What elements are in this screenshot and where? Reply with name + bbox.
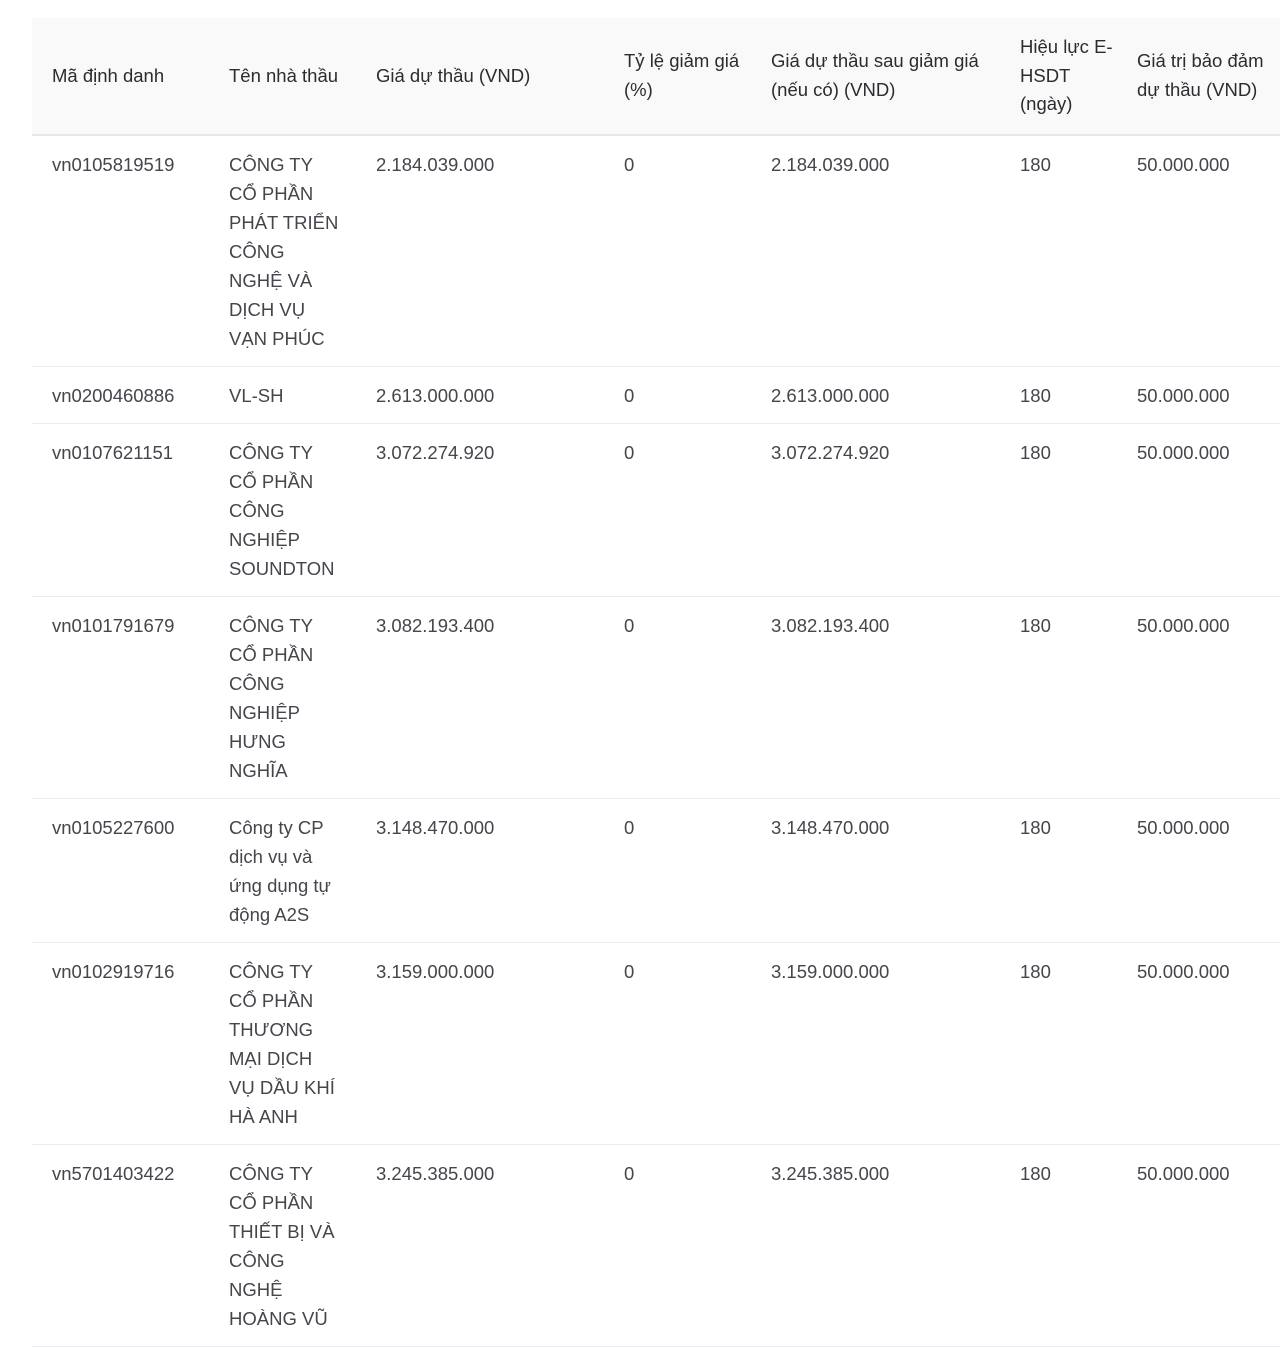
cell-bidder-name: CÔNG TY CỔ PHẦN CÔNG NGHIỆP SOUNDTON — [209, 423, 356, 596]
cell-discount-rate: 0 — [604, 135, 751, 367]
cell-bid-security: 50.000.000 — [1117, 423, 1280, 596]
cell-bidder-name: Công ty CP dịch vụ và ứng dụng tự động A2S — [209, 798, 356, 942]
table-row — [32, 366, 1280, 423]
cell-discounted-price: 3.082.193.400 — [751, 596, 1000, 798]
bid-results-table — [32, 18, 1280, 1347]
cell-discounted-price: 2.613.000.000 — [751, 366, 1000, 423]
cell-discounted-price: 3.159.000.000 — [751, 942, 1000, 1144]
cell-validity-days: 180 — [1000, 942, 1117, 1144]
table-body — [32, 135, 1280, 1347]
header-bidder-id: Mã định danh — [32, 18, 209, 135]
cell-bidder-id: vn0107621151 — [32, 423, 209, 596]
cell-discounted-price: 3.148.470.000 — [751, 798, 1000, 942]
cell-discounted-price: 2.184.039.000 — [751, 135, 1000, 367]
cell-validity-days: 180 — [1000, 596, 1117, 798]
cell-discount-rate: 0 — [604, 596, 751, 798]
table-header — [32, 18, 1280, 135]
cell-discount-rate: 0 — [604, 366, 751, 423]
cell-bid-price: 2.184.039.000 — [356, 135, 604, 367]
cell-bid-security: 50.000.000 — [1117, 135, 1280, 367]
cell-bid-price: 3.072.274.920 — [356, 423, 604, 596]
cell-bidder-id: vn0102919716 — [32, 942, 209, 1144]
cell-validity-days: 180 — [1000, 798, 1117, 942]
cell-bid-security: 50.000.000 — [1117, 596, 1280, 798]
cell-bid-price: 3.159.000.000 — [356, 942, 604, 1144]
cell-bidder-name: CÔNG TY CỔ PHẦN THIẾT BỊ VÀ CÔNG NGHỆ HOÀNG VŨ — [209, 1144, 356, 1346]
cell-bidder-id: vn0105819519 — [32, 135, 209, 367]
cell-bid-security: 50.000.000 — [1117, 798, 1280, 942]
bid-results-table-container — [32, 18, 1280, 1347]
cell-validity-days: 180 — [1000, 366, 1117, 423]
table-row — [32, 596, 1280, 798]
table-row — [32, 942, 1280, 1144]
header-bid-price: Giá dự thầu (VND) — [356, 18, 604, 135]
cell-discount-rate: 0 — [604, 1144, 751, 1346]
cell-discount-rate: 0 — [604, 942, 751, 1144]
cell-bidder-id: vn0101791679 — [32, 596, 209, 798]
cell-discount-rate: 0 — [604, 798, 751, 942]
cell-bid-price: 3.148.470.000 — [356, 798, 604, 942]
cell-discounted-price: 3.072.274.920 — [751, 423, 1000, 596]
table-row — [32, 1144, 1280, 1346]
header-validity-days: Hiệu lực E-HSDT (ngày) — [1000, 18, 1117, 135]
header-row — [32, 18, 1280, 135]
cell-discount-rate: 0 — [604, 423, 751, 596]
cell-discounted-price: 3.245.385.000 — [751, 1144, 1000, 1346]
cell-bidder-id: vn0200460886 — [32, 366, 209, 423]
header-discount-rate: Tỷ lệ giảm giá (%) — [604, 18, 751, 135]
cell-bid-security: 50.000.000 — [1117, 942, 1280, 1144]
cell-bid-price: 2.613.000.000 — [356, 366, 604, 423]
header-bid-security: Giá trị bảo đảm dự thầu (VND) — [1117, 18, 1280, 135]
cell-bid-security: 50.000.000 — [1117, 366, 1280, 423]
cell-bidder-name: CÔNG TY CỔ PHẦN THƯƠNG MẠI DỊCH VỤ DẦU KHÍ HÀ ANH — [209, 942, 356, 1144]
header-discounted-price: Giá dự thầu sau giảm giá (nếu có) (VND) — [751, 18, 1000, 135]
cell-validity-days: 180 — [1000, 1144, 1117, 1346]
cell-bid-security: 50.000.000 — [1117, 1144, 1280, 1346]
table-row — [32, 135, 1280, 367]
cell-bidder-name: CÔNG TY CỔ PHẦN CÔNG NGHIỆP HƯNG NGHĨA — [209, 596, 356, 798]
cell-bidder-id: vn5701403422 — [32, 1144, 209, 1346]
header-bidder-name: Tên nhà thầu — [209, 18, 356, 135]
cell-bidder-name: CÔNG TY CỔ PHẦN PHÁT TRIỂN CÔNG NGHỆ VÀ DỊCH VỤ VẠN PHÚC — [209, 135, 356, 367]
cell-validity-days: 180 — [1000, 423, 1117, 596]
cell-bid-price: 3.245.385.000 — [356, 1144, 604, 1346]
cell-bidder-name: VL-SH — [209, 366, 356, 423]
cell-bid-price: 3.082.193.400 — [356, 596, 604, 798]
cell-validity-days: 180 — [1000, 135, 1117, 367]
table-row — [32, 423, 1280, 596]
cell-bidder-id: vn0105227600 — [32, 798, 209, 942]
table-row — [32, 798, 1280, 942]
